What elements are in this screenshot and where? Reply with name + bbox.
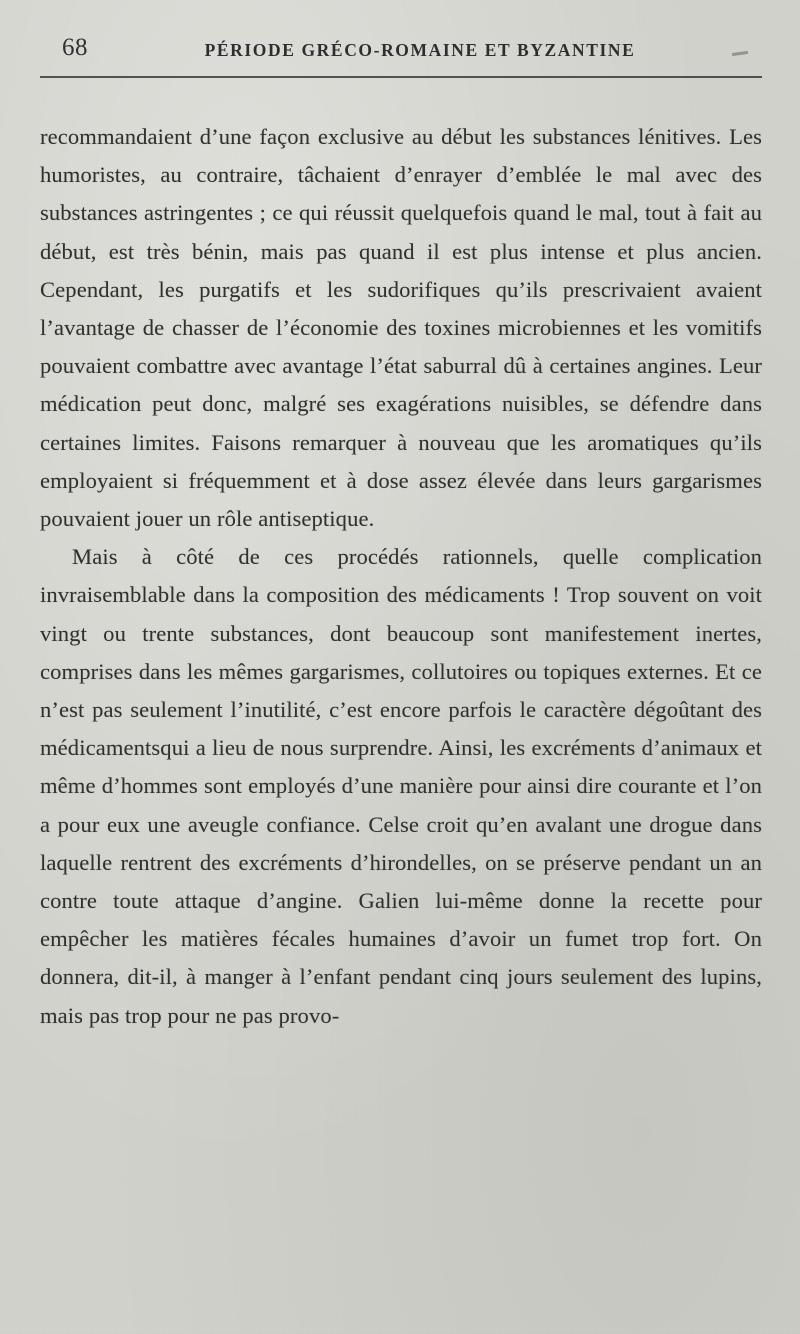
page-body	[40, 118, 762, 1035]
paragraph: recommandaient d’une façon exclusive au début les substances lénitives. Les humoristes, au contraire, tâchaient d’enrayer d’emblée le mal avec des substances astringentes ; ce qui réussit quelquefois quand le mal, tout à fait au début, est très bénin, mais pas quand il est plus intense et plus ancien. Cependant, les purgatifs et les sudorifiques qu’ils prescrivaient avaient l’avantage de chasser de l’économie des toxines microbiennes et les vomitifs pouvaient combattre avec avantage l’état saburral dû à certaines angines. Leur médication peut donc, malgré ses exagérations nuisibles, se défendre dans certaines limites. Faisons remarquer à nouveau que les aromatiques qu’ils employaient si fréquemment et à dose assez élevée dans leurs gargarismes pouvaient jouer un rôle antiseptique.	[40, 124, 762, 532]
running-head: PÉRIODE GRÉCO-ROMAINE ET BYZANTINE	[204, 40, 636, 60]
page-number: 68	[62, 34, 88, 61]
paragraph: Mais à côté de ces procédés rationnels, quelle complication invraisemblable dans la composition des médicaments ! Trop souvent on voit vingt ou trente substances, dont beaucoup sont manifestement inertes, comprises dans les mêmes gargarismes, collutoires ou topiques externes. Et ce n’est pas seulement l’inutilité, c’est encore parfois le caractère dégoûtant des médicamentsqui a lieu de nous surprendre. Ainsi, les excréments d’animaux et même d’hommes sont employés d’une manière pour ainsi dire courante et l’on a pour eux une aveugle confiance. Celse croit qu’en avalant une drogue dans laquelle rentrent des excréments d’hirondelles, on se préserve pendant un an contre toute attaque d’angine. Galien lui-même donne la recette pour empêcher les matières fécales humaines d’avoir un fumet trop fort. On donnera, dit-il, à manger à l’enfant pendant cinq jours seulement des lupins, mais pas trop pour ne pas provo-	[40, 544, 762, 1028]
page-header	[40, 34, 760, 70]
header-rule	[40, 76, 762, 78]
